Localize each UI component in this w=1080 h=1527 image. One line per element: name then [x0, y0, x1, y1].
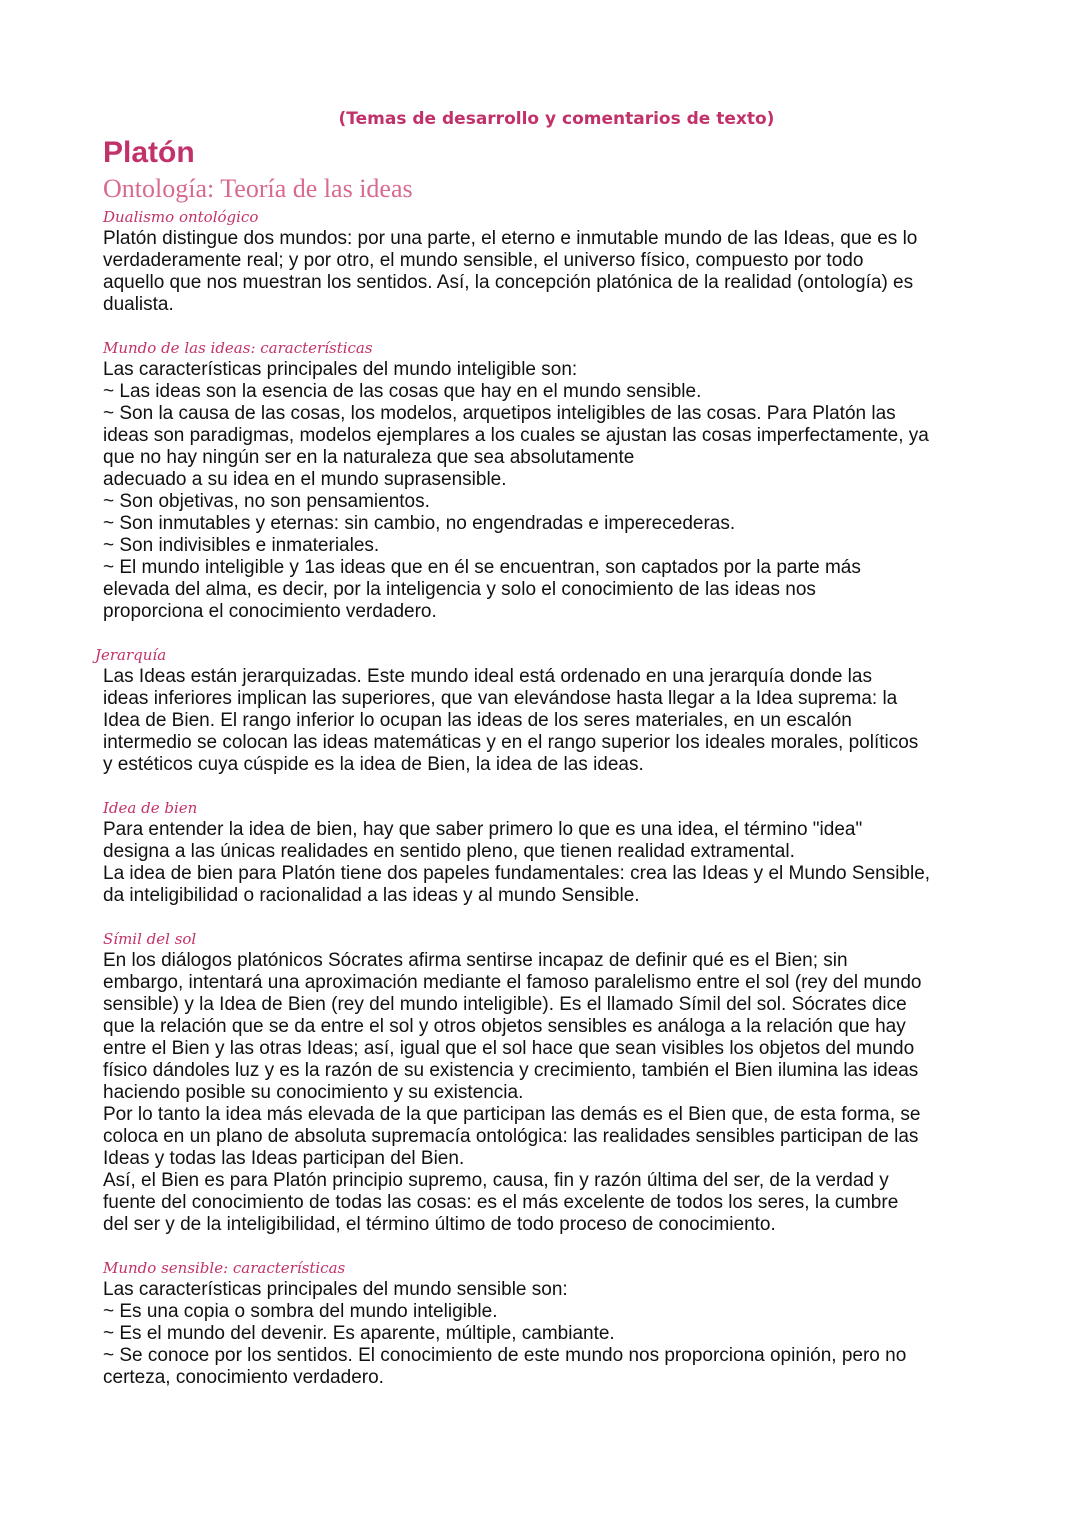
- text-line: Así, el Bien es para Platón principio supremo, causa, fin y razón última del ser, de la verdad y: [103, 1170, 889, 1191]
- text-line: del ser y de la inteligibilidad, el término último de todo proceso de conocimiento.: [103, 1214, 776, 1235]
- text-line: verdaderamente real; y por otro, el mundo sensible, el universo físico, compuesto por todo: [103, 250, 864, 271]
- text-line: coloca en un plano de absoluta supremacía ontológica: las realidades sensibles participan de las: [103, 1126, 919, 1147]
- section-heading: Dualismo ontológico: [103, 208, 259, 226]
- text-line: Las características principales del mundo inteligible son:: [103, 359, 578, 380]
- text-line: ~ Las ideas son la esencia de las cosas que hay en el mundo sensible.: [103, 381, 702, 402]
- paragraph-gap: [103, 1236, 980, 1258]
- text-line: En los diálogos platónicos Sócrates afirma sentirse incapaz de definir qué es el Bien; sin: [103, 950, 848, 971]
- text-line: ~ Son indivisibles e inmateriales.: [103, 535, 380, 556]
- text-line: adecuado a su idea en el mundo suprasensible.: [103, 469, 507, 490]
- text-line: ~ Es el mundo del devenir. Es aparente, múltiple, cambiante.: [103, 1323, 615, 1344]
- text-line: certeza, conocimiento verdadero.: [103, 1367, 384, 1388]
- section-heading: Mundo sensible: características: [103, 1259, 346, 1277]
- document-title: Platón: [103, 136, 195, 169]
- section-heading: Símil del sol: [103, 930, 197, 948]
- section-heading: Idea de bien: [103, 799, 198, 817]
- text-line: Ideas y todas las Ideas participan del Bien.: [103, 1148, 465, 1169]
- text-line: ideas son paradigmas, modelos ejemplares a los cuales se ajustan las cosas imperfectamente, ya: [103, 425, 929, 446]
- text-line: proporciona el conocimiento verdadero.: [103, 601, 437, 622]
- paragraph-gap: [103, 776, 980, 798]
- section-body: [103, 666, 980, 776]
- paragraph-gap: [103, 623, 980, 645]
- text-line: ~ Son inmutables y eternas: sin cambio, no engendradas e imperecederas.: [103, 513, 736, 534]
- section-body: [103, 819, 980, 907]
- text-line: Platón distingue dos mundos: por una parte, el eterno e inmutable mundo de las Ideas, que es lo: [103, 228, 918, 249]
- paragraph-gap: [103, 907, 980, 929]
- section-heading: Mundo de las ideas: características: [103, 339, 373, 357]
- text-line: Idea de Bien. El rango inferior lo ocupan las ideas de los seres materiales, en un escalón: [103, 710, 852, 731]
- text-line: intermedio se colocan las ideas matemáticas y en el rango superior los ideales morales, políticos: [103, 732, 919, 753]
- text-line: que no hay ningún ser en la naturaleza que sea absolutamente: [103, 447, 635, 468]
- section-jerarquia: [95, 645, 980, 776]
- paragraph-gap: [103, 316, 980, 338]
- text-line: ~ Son la causa de las cosas, los modelos, arquetipos inteligibles de las cosas. Para Platón las: [103, 403, 896, 424]
- section-body: [103, 359, 980, 623]
- text-line: sensible) y la Idea de Bien (rey del mundo inteligible). Es el llamado Símil del sol. Sócrates dice: [103, 994, 907, 1015]
- document-subtitle: Ontología: Teoría de las ideas: [103, 174, 413, 203]
- text-line: dualista.: [103, 294, 174, 315]
- text-line: Para entender la idea de bien, hay que saber primero lo que es una idea, el término "idea": [103, 819, 863, 840]
- section-body: [103, 950, 980, 1236]
- text-line: ~ Es una copia o sombra del mundo inteligible.: [103, 1301, 498, 1322]
- section-simil-sol: [103, 929, 980, 1236]
- text-line: Por lo tanto la idea más elevada de la que participan las demás es el Bien que, de esta forma, se: [103, 1104, 921, 1125]
- text-line: ~ Son objetivas, no son pensamientos.: [103, 491, 430, 512]
- section-idea-bien: [103, 798, 980, 907]
- section-heading: Jerarquía: [95, 646, 167, 664]
- text-line: Las características principales del mundo sensible son:: [103, 1279, 568, 1300]
- text-line: Las Ideas están jerarquizadas. Este mundo ideal está ordenado en una jerarquía donde las: [103, 666, 872, 687]
- text-line: ~ El mundo inteligible y 1as ideas que en él se encuentran, son captados por la parte más: [103, 557, 861, 578]
- text-line: elevada del alma, es decir, por la inteligencia y solo el conocimiento de las ideas nos: [103, 579, 816, 600]
- section-dualismo: [103, 207, 980, 316]
- section-mundo-sensible: [103, 1258, 980, 1389]
- text-line: ~ Se conoce por los sentidos. El conocimiento de este mundo nos proporciona opinión, pero no: [103, 1345, 907, 1366]
- text-line: ideas inferiores implican las superiores, que van elevándose hasta llegar a la Idea suprema: la: [103, 688, 898, 709]
- text-line: y estéticos cuya cúspide es la idea de Bien, la idea de las ideas.: [103, 754, 644, 775]
- text-line: fuente del conocimiento de todas las cosas: es el más excelente de todos los seres, la cumbre: [103, 1192, 899, 1213]
- text-line: aquello que nos muestran los sentidos. Así, la concepción platónica de la realidad (ontología) es: [103, 272, 914, 293]
- section-body: [103, 1279, 980, 1389]
- section-body: [103, 228, 980, 316]
- text-line: entre el Bien y las otras Ideas; así, igual que el sol hace que sean visibles los objetos del mundo: [103, 1038, 915, 1059]
- text-line: da inteligibilidad o racionalidad a las ideas y al mundo Sensible.: [103, 885, 640, 906]
- text-line: embargo, intentará una aproximación mediante el famoso paralelismo entre el sol (rey del mundo: [103, 972, 922, 993]
- text-line: que la relación que se da entre el sol y otros objetos sensibles es análoga a la relación que hay: [103, 1016, 906, 1037]
- text-line: La idea de bien para Platón tiene dos papeles fundamentales: crea las Ideas y el Mundo Sensible,: [103, 863, 931, 884]
- text-line: físico dándoles luz y es la razón de su existencia y crecimiento, también el Bien ilumina las ideas: [103, 1060, 919, 1081]
- section-mundo-ideas: [103, 338, 980, 623]
- text-line: designa a las únicas realidades en sentido pleno, que tienen realidad extramental.: [103, 841, 795, 862]
- document-header: (Temas de desarrollo y comentarios de texto): [338, 109, 775, 129]
- text-line: haciendo posible su conocimiento y su existencia.: [103, 1082, 524, 1103]
